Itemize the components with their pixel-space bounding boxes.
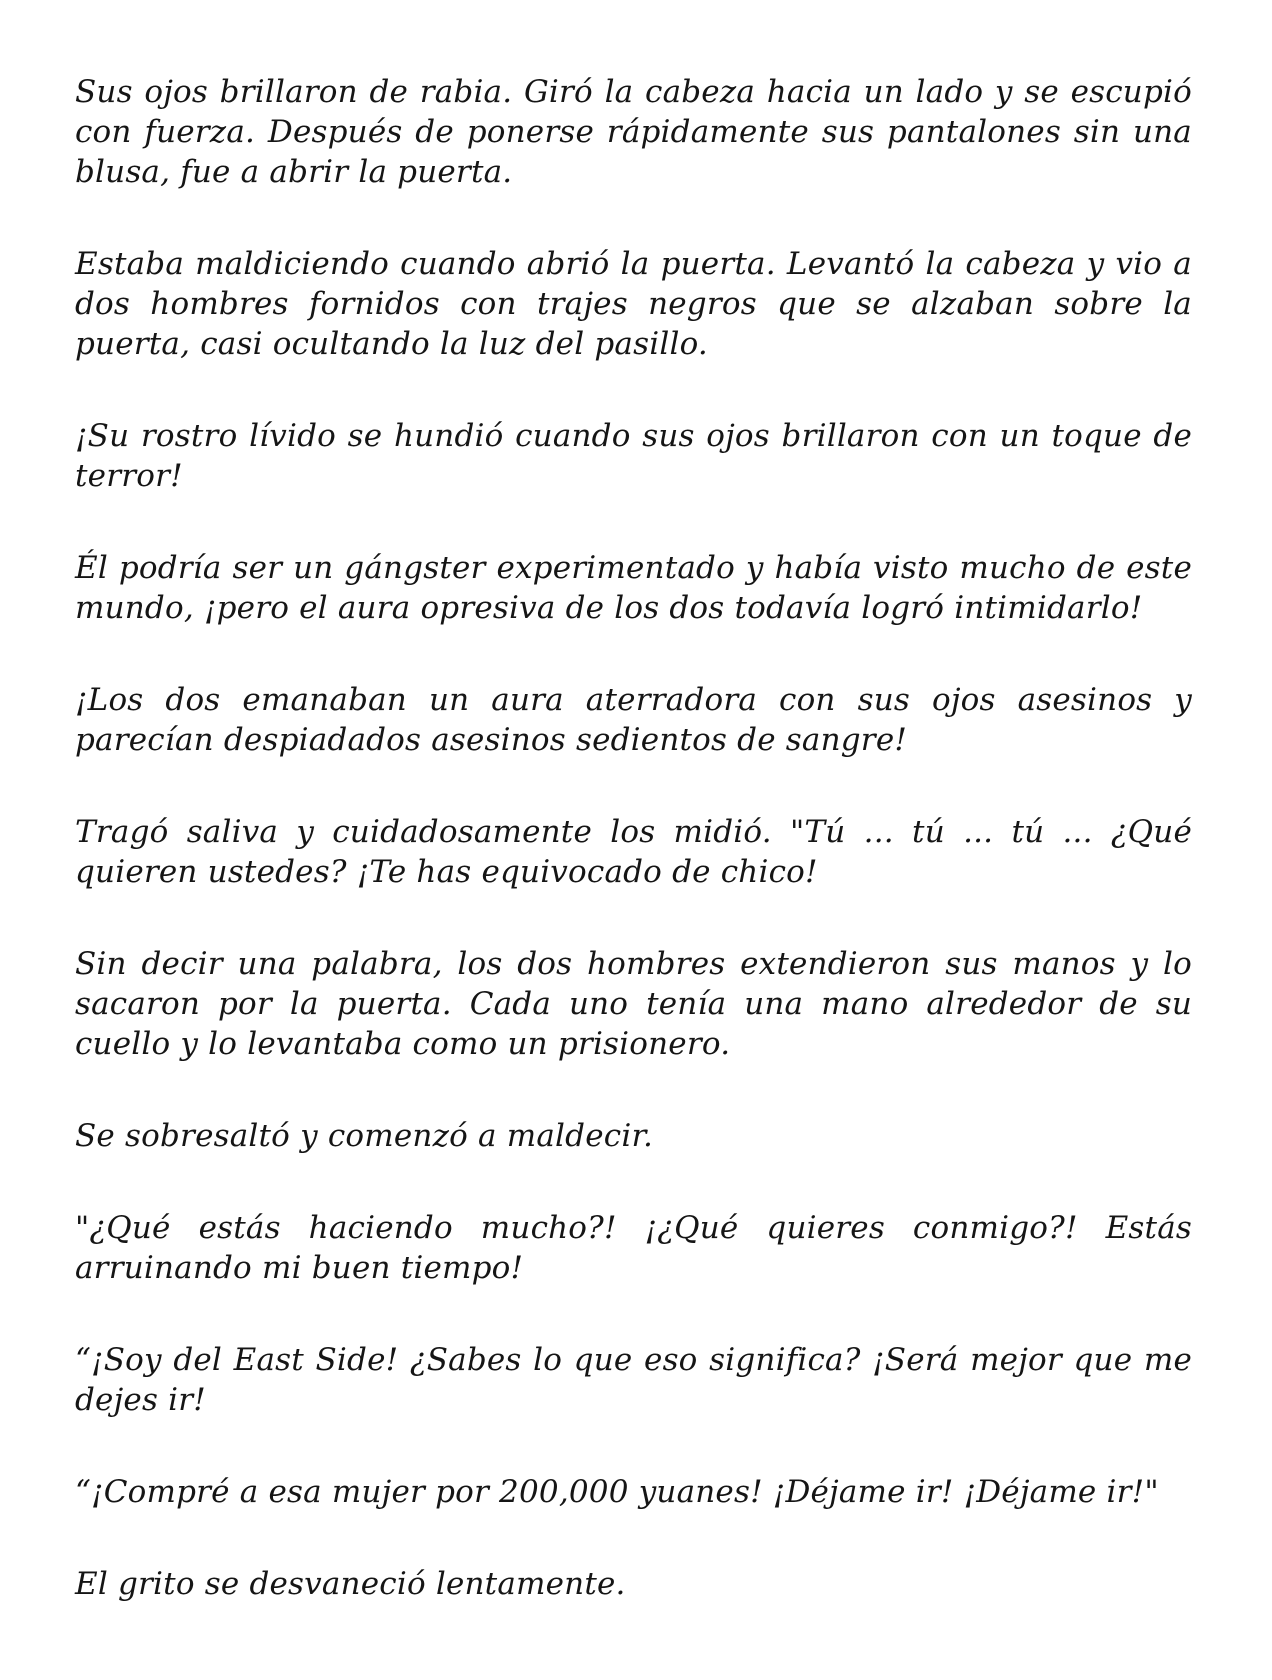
paragraph-11: “¡Compré a esa mujer por 200,000 yuanes! ¡Déjame ir! ¡Déjame ir!": [75, 1474, 1159, 1510]
paragraph-6: Tragó saliva y cuidadosamente los midió. "Tú ... tú ... tú ... ¿Qué quieren ustedes? ¡Te has equivocado de chico!: [75, 814, 1192, 890]
paragraph-1: Sus ojos brillaron de rabia. Giró la cabeza hacia un lado y se escupió con fuerza. Después de ponerse rápidamente sus pantalones sin una blusa, fue a abrir la puerta.: [75, 74, 1192, 190]
paragraph-9: "¿Qué estás haciendo mucho?! ¡¿Qué quieres conmigo?! Estás arruinando mi buen tiempo!: [75, 1210, 1192, 1286]
paragraph-2: Estaba maldiciendo cuando abrió la puerta. Levantó la cabeza y vio a dos hombres fornidos con trajes negros que se alzaban sobre la puerta, casi ocultando la luz del pasillo.: [75, 246, 1192, 362]
paragraph-8: Se sobresaltó y comenzó a maldecir.: [75, 1118, 654, 1154]
document-page: [75, 72, 1192, 1604]
paragraph-12: El grito se desvaneció lentamente.: [75, 1566, 626, 1602]
paragraph-10: “¡Soy del East Side! ¿Sabes lo que eso significa? ¡Será mejor que me dejes ir!: [75, 1342, 1192, 1418]
paragraph-3: ¡Su rostro lívido se hundió cuando sus ojos brillaron con un toque de terror!: [75, 418, 1192, 494]
paragraph-4: Él podría ser un gángster experimentado y había visto mucho de este mundo, ¡pero el aura opresiva de los dos todavía logró intimidarlo!: [75, 550, 1192, 626]
paragraph-5: ¡Los dos emanaban un aura aterradora con sus ojos asesinos y parecían despiadados asesinos sedientos de sangre!: [75, 682, 1192, 758]
paragraph-7: Sin decir una palabra, los dos hombres extendieron sus manos y lo sacaron por la puerta. Cada uno tenía una mano alrededor de su cuello y lo levantaba como un prisionero.: [75, 946, 1192, 1062]
